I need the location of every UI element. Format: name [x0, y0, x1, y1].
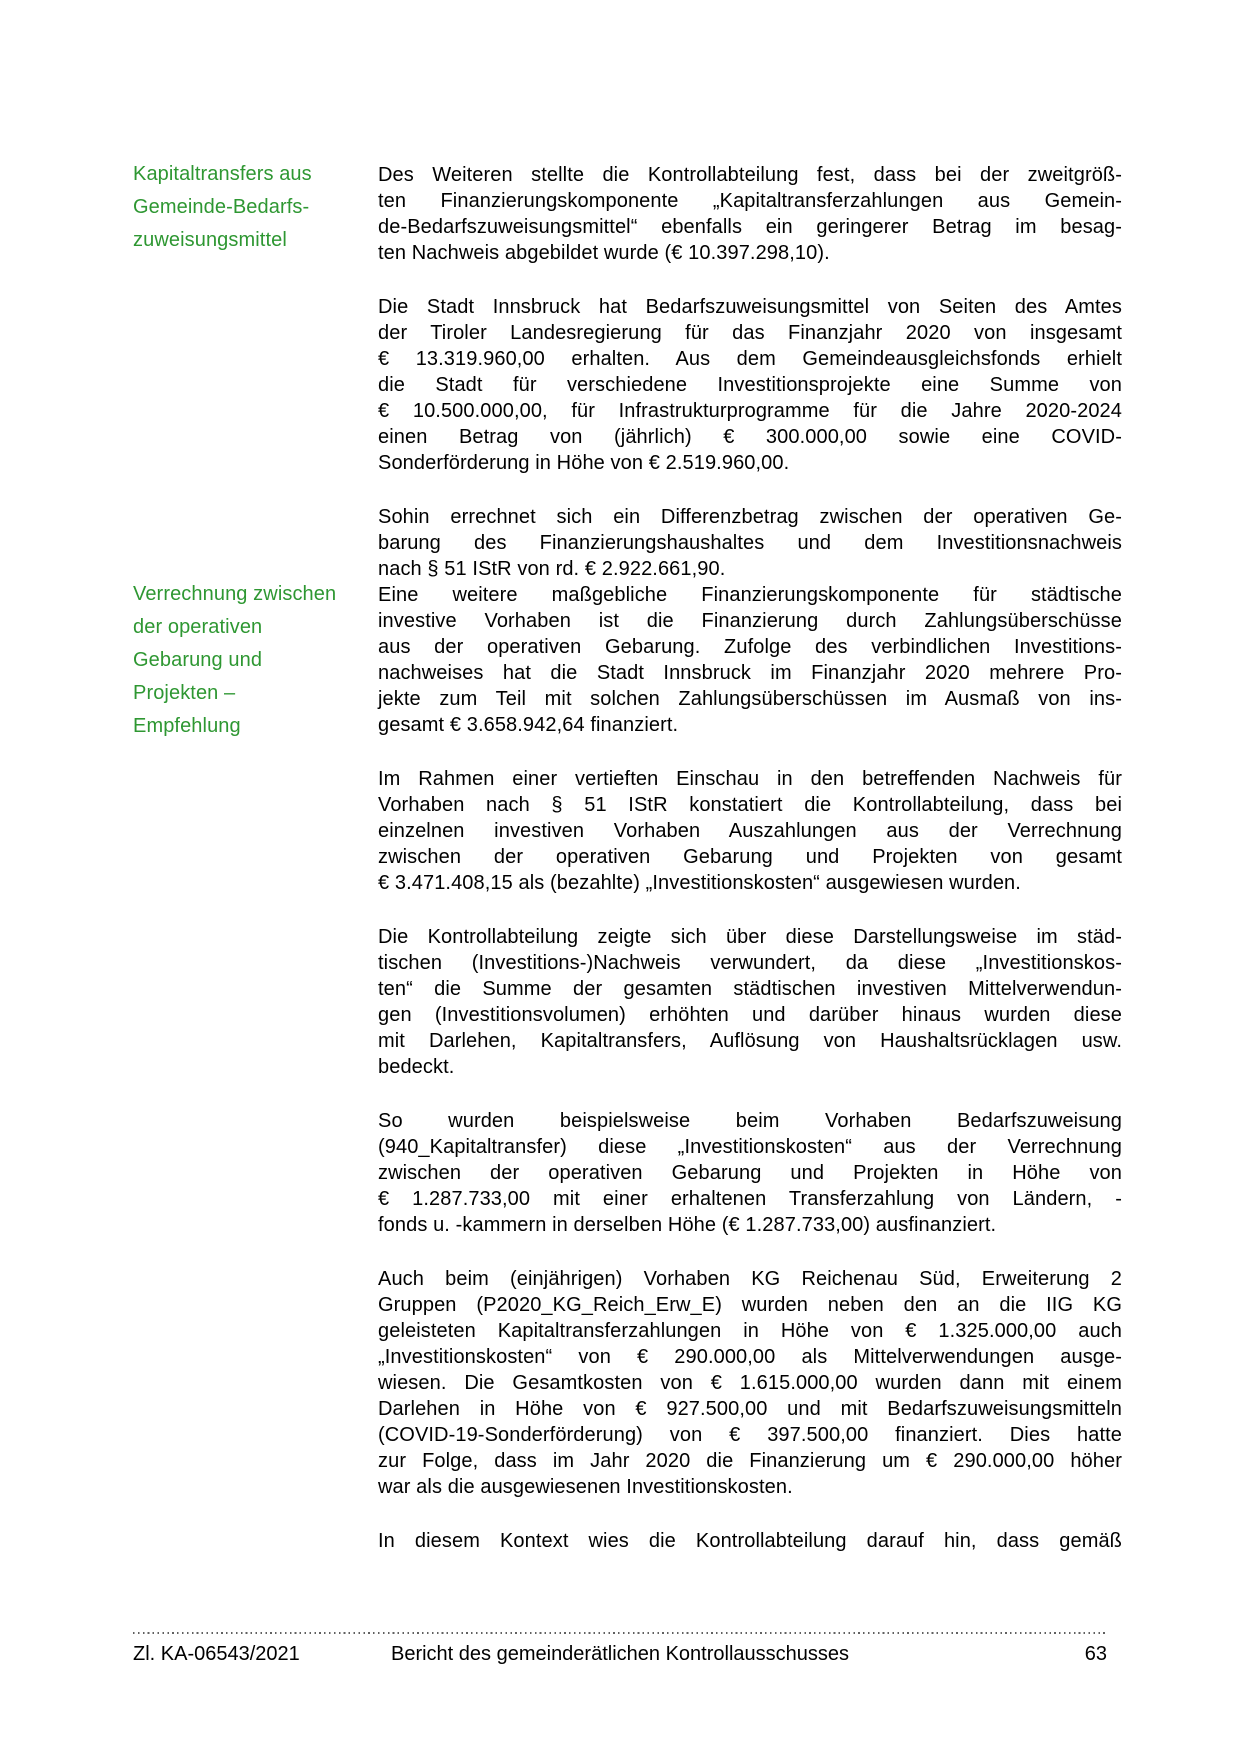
- body-text-line: die Stadt für verschiedene Investitionsprojekte eine Summe von: [378, 374, 1122, 396]
- body-text-line: zur Folge, dass im Jahr 2020 die Finanzierung um € 290.000,00 höher: [378, 1450, 1122, 1472]
- body-text-line: nach § 51 IStR von rd. € 2.922.661,90.: [378, 558, 726, 580]
- body-text-line: investive Vorhaben ist die Finanzierung durch Zahlungsüberschüsse: [378, 610, 1122, 632]
- body-text-line: gen (Investitionsvolumen) erhöhten und darüber hinaus wurden diese: [378, 1004, 1122, 1026]
- paragraph: [378, 504, 1122, 582]
- body-text-line: der Tiroler Landesregierung für das Finanzjahr 2020 von insgesamt: [378, 322, 1122, 344]
- body-text-line: geleisteten Kapitaltransferzahlungen in Höhe von € 1.325.000,00 auch: [378, 1320, 1122, 1342]
- body-text-line: (COVID-19-Sonderförderung) von € 397.500,00 finanziert. Dies hatte: [378, 1424, 1122, 1446]
- body-text-line: ten“ die Summe der gesamten städtischen investiven Mittelverwendun-: [378, 978, 1122, 1000]
- body-text-line: € 3.471.408,15 als (bezahlte) „Investitionskosten“ ausgewiesen wurden.: [378, 872, 1021, 894]
- paragraph: [378, 1266, 1122, 1500]
- body-text-line: fonds u. -kammern in derselben Höhe (€ 1.287.733,00) ausfinanziert.: [378, 1214, 997, 1236]
- body-text-line: Sohin errechnet sich ein Differenzbetrag zwischen der operativen Ge-: [378, 506, 1122, 528]
- body-text-line: € 10.500.000,00, für Infrastrukturprogramme für die Jahre 2020-2024: [378, 400, 1122, 422]
- margin-note-line: Gebarung und: [133, 649, 263, 671]
- body-text-line: tischen (Investitions-)Nachweis verwundert, da diese „Investitionskos-: [378, 952, 1122, 974]
- footer-report-title: Bericht des gemeinderätlichen Kontrollausschusses: [390, 1643, 850, 1665]
- body-text-line: barung des Finanzierungshaushaltes und dem Investitionsnachweis: [378, 532, 1122, 554]
- document-body: [133, 162, 1125, 1554]
- body-text-line: zwischen der operativen Gebarung und Projekten in Höhe von: [378, 1162, 1122, 1184]
- footer-row: [133, 1641, 1107, 1667]
- paragraph: [378, 1528, 1122, 1554]
- paragraph: [378, 1108, 1122, 1238]
- paragraph: [378, 582, 1122, 738]
- footer-reference-number: Zl. KA-06543/2021: [133, 1643, 300, 1665]
- body-text-line: war als die ausgewiesenen Investitionskosten.: [378, 1476, 793, 1498]
- body-text-line: wiesen. Die Gesamtkosten von € 1.615.000,00 wurden dann mit einem: [378, 1372, 1122, 1394]
- paragraph: [378, 162, 1122, 266]
- page-footer: [133, 1632, 1107, 1667]
- document-section: [133, 582, 1125, 1554]
- body-text-line: mit Darlehen, Kapitaltransfers, Auflösung von Haushaltsrücklagen usw.: [378, 1030, 1122, 1052]
- document-section: [133, 162, 1125, 582]
- body-text-line: Des Weiteren stellte die Kontrollabteilung fest, dass bei der zweitgröß-: [378, 164, 1122, 186]
- margin-note: [133, 578, 378, 743]
- body-text-line: € 13.319.960,00 erhalten. Aus dem Gemeindeausgleichsfonds erhielt: [378, 348, 1122, 370]
- body-text-line: gesamt € 3.658.942,64 finanziert.: [378, 714, 679, 736]
- body-text-line: jekte zum Teil mit solchen Zahlungsüberschüssen im Ausmaß von ins-: [378, 688, 1122, 710]
- body-text-line: Die Stadt Innsbruck hat Bedarfszuweisungsmittel von Seiten des Amtes: [378, 296, 1122, 318]
- body-text-line: bedeckt.: [378, 1056, 455, 1078]
- body-text-line: einen Betrag von (jährlich) € 300.000,00 sowie eine COVID-: [378, 426, 1122, 448]
- body-text-line: nachweises hat die Stadt Innsbruck im Finanzjahr 2020 mehrere Pro-: [378, 662, 1122, 684]
- margin-note-line: Gemeinde-Bedarfs-: [133, 196, 310, 218]
- body-text-line: ten Nachweis abgebildet wurde (€ 10.397.298,10).: [378, 242, 830, 264]
- body-text-line: zwischen der operativen Gebarung und Projekten von gesamt: [378, 846, 1122, 868]
- footer-divider: [133, 1632, 1107, 1634]
- margin-note-line: Projekten –: [133, 682, 236, 704]
- margin-note-line: Verrechnung zwischen: [133, 583, 337, 605]
- body-text-line: Die Kontrollabteilung zeigte sich über diese Darstellungsweise im städ-: [378, 926, 1122, 948]
- margin-note-line: Empfehlung: [133, 715, 241, 737]
- margin-note-line: Kapitaltransfers aus: [133, 163, 312, 185]
- body-text-line: So wurden beispielsweise beim Vorhaben Bedarfszuweisung: [378, 1110, 1122, 1132]
- body-text-line: In diesem Kontext wies die Kontrollabteilung darauf hin, dass gemäß: [378, 1530, 1122, 1552]
- body-text-line: ten Finanzierungskomponente „Kapitaltransferzahlungen aus Gemein-: [378, 190, 1122, 212]
- body-text-line: Im Rahmen einer vertieften Einschau in den betreffenden Nachweis für: [378, 768, 1122, 790]
- body-text-line: Sonderförderung in Höhe von € 2.519.960,00.: [378, 452, 790, 474]
- body-text-line: Auch beim (einjährigen) Vorhaben KG Reichenau Süd, Erweiterung 2: [378, 1268, 1122, 1290]
- section-paragraphs: [378, 162, 1122, 582]
- body-text-line: Eine weitere maßgebliche Finanzierungskomponente für städtische: [378, 584, 1122, 606]
- body-text-line: (940_Kapitaltransfer) diese „Investitionskosten“ aus der Verrechnung: [378, 1136, 1122, 1158]
- paragraph: [378, 766, 1122, 896]
- body-text-line: aus der operativen Gebarung. Zufolge des verbindlichen Investitions-: [378, 636, 1122, 658]
- margin-note-line: zuweisungsmittel: [133, 229, 287, 251]
- body-text-line: Vorhaben nach § 51 IStR konstatiert die Kontrollabteilung, dass bei: [378, 794, 1122, 816]
- body-text-line: Darlehen in Höhe von € 927.500,00 und mit Bedarfszuweisungsmitteln: [378, 1398, 1122, 1420]
- body-text-line: Gruppen (P2020_KG_Reich_Erw_E) wurden neben den an die IIG KG: [378, 1294, 1122, 1316]
- footer-page-number: 63: [1084, 1643, 1107, 1665]
- paragraph: [378, 924, 1122, 1080]
- body-text-line: „Investitionskosten“ von € 290.000,00 als Mittelverwendungen ausge-: [378, 1346, 1122, 1368]
- body-text-line: € 1.287.733,00 mit einer erhaltenen Transferzahlung von Ländern, -: [378, 1188, 1122, 1210]
- margin-note-line: der operativen: [133, 616, 263, 638]
- body-text-line: de-Bedarfszuweisungsmittel“ ebenfalls ein geringerer Betrag im besag-: [378, 216, 1122, 238]
- margin-note: [133, 158, 378, 257]
- body-text-line: einzelnen investiven Vorhaben Auszahlungen aus der Verrechnung: [378, 820, 1122, 842]
- section-paragraphs: [378, 582, 1122, 1554]
- paragraph: [378, 294, 1122, 476]
